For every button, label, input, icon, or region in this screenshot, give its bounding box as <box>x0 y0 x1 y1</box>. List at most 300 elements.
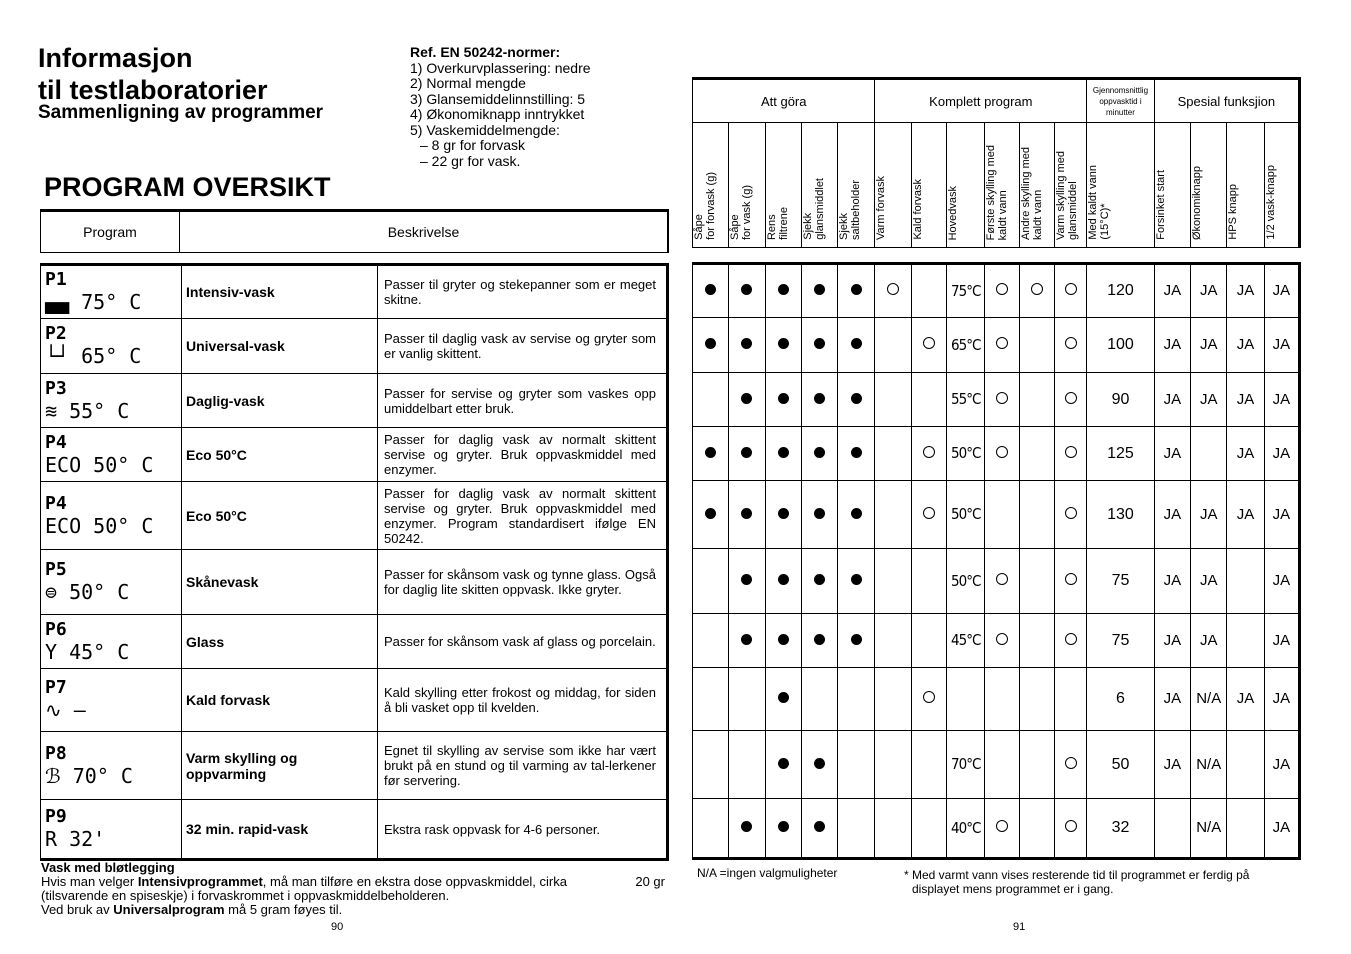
matrix-cell <box>911 668 946 731</box>
ref-item: 2) Normal mengde <box>410 75 526 91</box>
matrix-cell <box>875 549 911 614</box>
program-code-cell <box>41 669 182 732</box>
matrix-cell <box>947 481 985 549</box>
program-name: Kald forvask <box>182 669 378 732</box>
matrix-cell <box>1019 614 1054 668</box>
program-symbol-icon: └┘ 65° C <box>45 344 142 368</box>
matrix-cell <box>801 614 837 668</box>
program-code: P8 <box>45 742 67 764</box>
filled-dot-icon <box>851 284 862 295</box>
matrix-cell <box>1191 614 1227 668</box>
matrix-cell <box>1264 799 1299 859</box>
column-header-label: Hovedvask <box>947 185 960 240</box>
matrix-cell <box>1191 318 1227 373</box>
open-circle-icon <box>1065 757 1077 769</box>
matrix-cell <box>1087 373 1155 427</box>
matrix-cell <box>838 481 875 549</box>
ref-title: Ref. EN 50242-normer: <box>410 44 561 60</box>
table-row <box>41 615 668 669</box>
matrix-cell <box>1019 427 1054 481</box>
open-circle-icon <box>887 283 899 295</box>
feature-availability: JA <box>1272 755 1291 773</box>
feature-availability: JA <box>1236 690 1255 707</box>
feature-availability: JA <box>1199 572 1218 589</box>
title-line2: til testlaboratorier <box>38 75 268 105</box>
filled-dot-icon <box>814 284 825 295</box>
matrix-cell <box>947 373 985 427</box>
open-circle-icon <box>1065 507 1077 519</box>
soak-text-bold: Intensivprogrammet <box>137 874 263 889</box>
matrix-cell <box>693 318 729 373</box>
matrix-cell <box>875 799 911 859</box>
matrix-cell <box>1054 731 1086 799</box>
column-header <box>1191 123 1227 248</box>
filled-dot-icon <box>778 284 789 295</box>
open-circle-icon <box>1065 573 1077 585</box>
feature-availability: JA <box>1163 444 1182 462</box>
matrix-cell <box>1227 549 1264 614</box>
feature-availability: JA <box>1199 631 1218 649</box>
filled-dot-icon <box>778 634 789 645</box>
matrix-cell <box>1264 318 1299 373</box>
matrix-cell <box>838 427 875 481</box>
feature-availability: JA <box>1199 505 1218 523</box>
filled-dot-icon <box>778 821 789 832</box>
program-symbol-icon: ℬ 70° C <box>45 763 133 788</box>
program-code-cell <box>41 319 182 374</box>
header-description: Beskrivelse <box>180 211 669 253</box>
matrix-cell <box>1087 614 1155 668</box>
matrix-cell <box>693 549 729 614</box>
duration-minutes: 90 <box>1111 390 1130 408</box>
matrix-cell <box>693 427 729 481</box>
feature-availability: JA <box>1163 282 1182 299</box>
matrix-cell <box>765 481 801 549</box>
matrix-cell <box>947 264 985 318</box>
matrix-cell <box>1154 427 1190 481</box>
open-circle-icon <box>996 633 1008 645</box>
filled-dot-icon <box>741 284 752 295</box>
program-name: Daglig-vask <box>182 374 378 428</box>
column-header-label: HPS knapp <box>1227 184 1240 240</box>
matrix-cell <box>985 549 1019 614</box>
matrix-cell <box>947 427 985 481</box>
filled-dot-icon <box>741 338 752 349</box>
matrix-cell <box>911 264 946 318</box>
soak-note <box>41 861 669 917</box>
soak-text: Ved bruk av <box>41 902 114 917</box>
matrix-cell <box>1154 481 1190 549</box>
ref-block <box>410 45 670 169</box>
matrix-cell <box>729 373 765 427</box>
matrix-cell <box>947 614 985 668</box>
matrix-row <box>693 668 1300 731</box>
wash-temperature: 75°C <box>951 281 981 300</box>
matrix-cell <box>1087 731 1155 799</box>
column-header <box>765 123 801 248</box>
matrix-cell <box>947 668 985 731</box>
program-code: P5 <box>45 559 67 580</box>
filled-dot-icon <box>741 508 752 519</box>
group-spesial: Spesial funksjion <box>1154 79 1299 123</box>
matrix-row <box>693 799 1300 859</box>
filled-dot-icon <box>778 508 789 519</box>
matrix-row <box>693 318 1300 373</box>
column-header-label: Såpe for vask (g) <box>729 184 754 240</box>
open-circle-icon <box>1065 392 1077 404</box>
subtitle: Sammenligning av programmer <box>38 102 324 123</box>
matrix-cell <box>801 264 837 318</box>
matrix-cell <box>729 318 765 373</box>
matrix-cell <box>911 373 946 427</box>
open-circle-icon <box>1065 820 1077 832</box>
soak-title: Vask med bløtlegging <box>41 860 175 875</box>
matrix-cell <box>693 481 729 549</box>
matrix-cell <box>693 373 729 427</box>
matrix-cell <box>729 481 765 549</box>
matrix-cell <box>801 549 837 614</box>
filled-dot-icon <box>778 758 789 769</box>
program-code-cell <box>41 374 182 428</box>
wash-temperature: 65°C <box>951 335 981 354</box>
feature-availability: JA <box>1199 282 1218 299</box>
duration-minutes: 6 <box>1116 690 1125 707</box>
matrix-cell <box>1264 427 1299 481</box>
matrix-cell <box>1264 481 1299 549</box>
column-header <box>693 123 729 248</box>
matrix-cell <box>1227 373 1264 427</box>
ref-item: 3) Glansemiddelinnstilling: 5 <box>410 90 586 107</box>
star-note-line: displayet mens programmet er i gang. <box>912 882 1114 896</box>
matrix-cell <box>1087 799 1155 859</box>
page-number-left: 90 <box>331 921 344 933</box>
matrix-cell <box>1087 481 1155 549</box>
matrix-cell <box>1264 264 1299 318</box>
duration-minutes: 130 <box>1107 505 1134 523</box>
open-circle-icon <box>1065 446 1077 458</box>
matrix-cell <box>875 264 911 318</box>
matrix-cell <box>911 318 946 373</box>
matrix-row <box>693 264 1300 318</box>
open-circle-icon <box>1031 283 1043 295</box>
open-circle-icon <box>996 283 1008 295</box>
matrix-cell <box>1019 668 1054 731</box>
matrix-cell <box>985 731 1019 799</box>
column-header-label: Forsinket start <box>1154 170 1167 240</box>
program-description: Egnet til skylling av servise som ikke har vært brukt på en stund og til varming av tal-lerkener før servering. <box>378 732 668 800</box>
program-code-cell <box>41 732 182 800</box>
matrix-cell <box>1019 481 1054 549</box>
column-header-label: Sjekk saltbeholder <box>838 180 863 240</box>
column-header <box>911 123 946 248</box>
duration-minutes: 100 <box>1107 336 1134 353</box>
matrix-cell <box>947 318 985 373</box>
open-circle-icon <box>1065 633 1077 645</box>
column-header <box>1154 123 1190 248</box>
feature-availability: JA <box>1236 444 1255 462</box>
matrix-cell <box>838 264 875 318</box>
matrix-cell <box>1019 799 1054 859</box>
matrix-cell <box>1227 799 1264 859</box>
column-header <box>1054 123 1086 248</box>
matrix-cell <box>729 549 765 614</box>
soak-text: (tilsvarende en spiseskje) i forvaskrommet i oppvaskmiddelbeholderen. <box>41 888 450 903</box>
matrix-row <box>693 731 1300 799</box>
page-number-right: 91 <box>1013 921 1026 933</box>
feature-availability: JA <box>1272 390 1291 408</box>
feature-availability: JA <box>1163 505 1182 523</box>
wash-temperature: 70°C <box>951 755 981 773</box>
matrix-cell <box>765 373 801 427</box>
matrix-cell <box>875 427 911 481</box>
program-code: P6 <box>45 618 67 640</box>
table-row <box>41 800 668 860</box>
program-code-cell <box>41 428 182 482</box>
matrix-cell <box>1227 731 1264 799</box>
matrix-cell <box>1191 549 1227 614</box>
matrix-cell <box>985 481 1019 549</box>
matrix-cell <box>693 264 729 318</box>
matrix-cell <box>729 731 765 799</box>
program-symbol-icon: ECO 50° C <box>45 513 154 538</box>
wash-temperature: 40°C <box>951 818 981 837</box>
feature-availability: JA <box>1163 390 1182 408</box>
matrix-cell <box>875 373 911 427</box>
filled-dot-icon <box>741 393 752 404</box>
program-description: Passer for skånsom vask af glass og porcelain. <box>378 615 668 669</box>
program-name: Eco 50°C <box>182 428 378 482</box>
matrix-cell <box>947 549 985 614</box>
ref-item: – 8 gr for forvask <box>420 137 526 153</box>
program-code: P2 <box>45 323 67 344</box>
open-circle-icon <box>996 392 1008 404</box>
column-header-label: Med kaldt vann (15°C)* <box>1087 165 1112 240</box>
matrix-cell <box>1019 264 1054 318</box>
matrix-cell <box>693 731 729 799</box>
wash-temperature: 55°C <box>951 390 981 408</box>
soak-text: må 5 gram føyes til. <box>224 902 343 917</box>
open-circle-icon <box>996 446 1008 458</box>
filled-dot-icon <box>851 338 862 349</box>
matrix-cell <box>875 481 911 549</box>
program-code: P7 <box>45 677 67 698</box>
matrix-cell <box>1054 427 1086 481</box>
feature-availability: JA <box>1199 390 1218 408</box>
program-symbol-icon: R 32' <box>45 827 106 851</box>
column-header <box>1227 123 1264 248</box>
column-header-label: Varm forvask <box>875 176 888 240</box>
matrix-cell <box>765 731 801 799</box>
matrix-cell <box>985 799 1019 859</box>
column-header <box>838 123 875 248</box>
filled-dot-icon <box>778 447 789 458</box>
matrix-cell <box>801 318 837 373</box>
matrix-cell <box>801 668 837 731</box>
matrix-cell <box>1087 318 1155 373</box>
matrix-cell <box>801 481 837 549</box>
program-description: Passer til daglig vask av servise og gryter som er vanlig skittent. <box>378 319 668 374</box>
open-circle-icon <box>923 446 935 458</box>
matrix-cell <box>765 264 801 318</box>
program-symbol-icon: ECO 50° C <box>45 452 154 477</box>
open-circle-icon <box>1065 283 1077 295</box>
matrix-cell <box>1227 318 1264 373</box>
column-header <box>1264 123 1299 248</box>
wash-temperature: 50°C <box>951 444 981 462</box>
matrix-cell <box>1191 668 1227 731</box>
filled-dot-icon <box>851 508 862 519</box>
matrix-cell <box>985 614 1019 668</box>
feature-availability: JA <box>1236 390 1255 408</box>
matrix-cell <box>1154 264 1190 318</box>
matrix-cell <box>1087 427 1155 481</box>
matrix-cell <box>1191 373 1227 427</box>
star-note-line: * Med varmt vann vises resterende tid til programmet er ferdig på <box>904 868 1250 882</box>
filled-dot-icon <box>705 508 716 519</box>
matrix-row <box>693 427 1300 481</box>
matrix-cell <box>911 731 946 799</box>
open-circle-icon <box>1065 337 1077 349</box>
group-komplett: Komplett program <box>875 79 1087 123</box>
matrix-cell <box>985 427 1019 481</box>
column-header-label: Rens filtrene <box>765 206 790 240</box>
table-row <box>41 428 668 482</box>
matrix-cell <box>1264 373 1299 427</box>
matrix-cell <box>1227 427 1264 481</box>
column-header <box>1019 123 1054 248</box>
feature-availability: JA <box>1272 444 1291 462</box>
matrix-cell <box>1054 481 1086 549</box>
filled-dot-icon <box>851 393 862 404</box>
matrix-cell <box>765 318 801 373</box>
column-header <box>801 123 837 248</box>
matrix-cell <box>838 373 875 427</box>
filled-dot-icon <box>814 574 825 585</box>
matrix-cell <box>947 731 985 799</box>
feature-availability: JA <box>1236 505 1255 523</box>
filled-dot-icon <box>851 574 862 585</box>
matrix-row <box>693 481 1300 549</box>
group-gjennomsnitt: Gjennomsnittlig oppvasktid i minutter <box>1087 79 1155 123</box>
open-circle-icon <box>923 337 935 349</box>
matrix-header-table <box>692 77 1301 248</box>
matrix-cell <box>838 614 875 668</box>
matrix-cell <box>1154 318 1190 373</box>
program-code-cell <box>41 615 182 669</box>
program-symbol-icon: ⊜ 50° C <box>45 580 130 604</box>
matrix-cell <box>1227 481 1264 549</box>
matrix-cell <box>911 799 946 859</box>
matrix-table <box>692 262 1301 860</box>
matrix-row <box>693 614 1300 668</box>
program-description: Passer for servise og gryter som vaskes opp umiddelbart etter bruk. <box>378 374 668 428</box>
soak-amount: 20 gr <box>635 874 665 889</box>
column-header <box>729 123 765 248</box>
filled-dot-icon <box>851 634 862 645</box>
ref-item: 5) Vaskemiddelmengde: <box>410 121 560 138</box>
feature-availability: JA <box>1236 336 1255 353</box>
matrix-cell <box>1019 373 1054 427</box>
na-note: N/A =ingen valgmuligheter <box>697 866 838 880</box>
matrix-cell <box>729 668 765 731</box>
matrix-cell <box>729 614 765 668</box>
program-name: Universal-vask <box>182 319 378 374</box>
matrix-cell <box>693 799 729 859</box>
matrix-cell <box>1154 668 1190 731</box>
matrix-cell <box>1227 614 1264 668</box>
feature-availability: JA <box>1272 819 1291 836</box>
column-header-label: Varm skylling med glansmiddel <box>1054 150 1079 240</box>
program-name: Varm skylling og oppvarming <box>182 732 378 800</box>
feature-availability: JA <box>1272 505 1291 523</box>
program-code: P4 <box>45 492 67 514</box>
program-code-cell <box>41 800 182 860</box>
column-header-label: Såpe for forvask (g) <box>693 172 717 240</box>
matrix-cell <box>911 427 946 481</box>
table-row <box>41 550 668 615</box>
matrix-cell <box>1264 614 1299 668</box>
matrix-cell <box>765 614 801 668</box>
matrix-cell <box>838 799 875 859</box>
wash-temperature: 50°C <box>951 571 981 590</box>
matrix-cell <box>693 614 729 668</box>
overview-title: PROGRAM OVERSIKT <box>44 172 331 202</box>
column-header-label: 1/2 vask-knapp <box>1264 165 1277 240</box>
filled-dot-icon <box>814 634 825 645</box>
star-note <box>904 868 1249 896</box>
matrix-cell <box>1019 731 1054 799</box>
matrix-cell <box>1227 264 1264 318</box>
filled-dot-icon <box>705 284 716 295</box>
feature-availability: JA <box>1272 336 1291 353</box>
matrix-cell <box>985 373 1019 427</box>
matrix-cell <box>838 668 875 731</box>
open-circle-icon <box>996 337 1008 349</box>
matrix-cell <box>729 427 765 481</box>
program-name: Glass <box>182 615 378 669</box>
column-header-label: Første skylling med kaldt vann <box>985 144 1010 240</box>
matrix-cell <box>1054 549 1086 614</box>
filled-dot-icon <box>741 634 752 645</box>
matrix-cell <box>1054 668 1086 731</box>
matrix-cell <box>1191 427 1227 481</box>
program-description: Ekstra rask oppvask for 4-6 personer. <box>378 800 668 860</box>
column-header-label: Økonomiknapp <box>1191 166 1204 240</box>
filled-dot-icon <box>741 574 752 585</box>
table-row <box>41 732 668 800</box>
filled-dot-icon <box>778 574 789 585</box>
column-header <box>947 123 985 248</box>
matrix-cell <box>1154 373 1190 427</box>
matrix-cell <box>1264 731 1299 799</box>
program-symbol-icon: ≋ 55° C <box>45 398 130 423</box>
wash-temperature: 45°C <box>951 631 981 649</box>
open-circle-icon <box>996 820 1008 832</box>
matrix-cell <box>1087 549 1155 614</box>
matrix-cell <box>838 318 875 373</box>
duration-minutes: 32 <box>1111 819 1130 836</box>
ref-item: 1) Overkurvplassering: nedre <box>410 59 591 76</box>
filled-dot-icon <box>778 338 789 349</box>
column-header-label: Sjekk glansmiddlet <box>801 178 826 240</box>
matrix-cell <box>1191 799 1227 859</box>
matrix-cell <box>1019 318 1054 373</box>
filled-dot-icon <box>705 338 716 349</box>
feature-availability: JA <box>1163 690 1182 707</box>
matrix-cell <box>1054 318 1086 373</box>
matrix-cell <box>911 481 946 549</box>
matrix-cell <box>875 318 911 373</box>
